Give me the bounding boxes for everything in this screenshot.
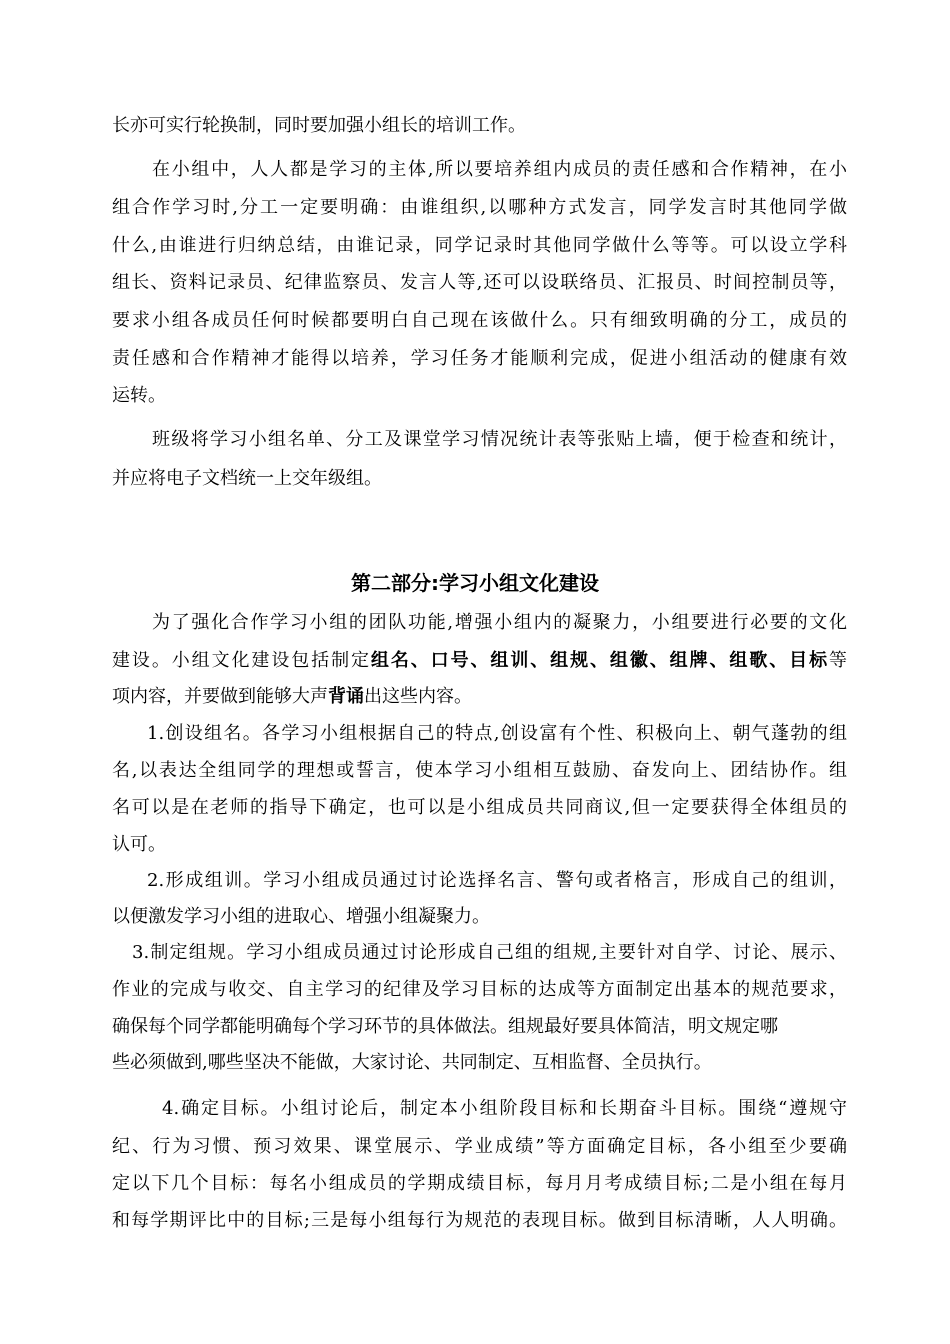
list-item-line: 以便激发学习小组的进取心、增强小组凝聚力。	[112, 906, 490, 927]
text-span: 出这些内容。	[364, 686, 472, 707]
list-item-line: 定以下几个目标：每名小组成员的学期成绩目标，每月月考成绩目标;二是小组在每月	[112, 1173, 847, 1194]
paragraph-line: 长亦可实行轮换制，同时要加强小组长的培训工作。	[112, 115, 526, 136]
paragraph-line	[112, 648, 847, 674]
paragraph-line: 在小组中，人人都是学习的主体,所以要培养组内成员的责任感和合作精神，在小	[152, 159, 847, 180]
paragraph-line: 组合作学习时,分工一定要明确：由谁组织,以哪种方式发言，同学发言时其他同学做	[112, 197, 847, 218]
paragraph-line: 要求小组各成员任何时候都要明白自己现在该做什么。只有细致明确的分工，成员的	[112, 310, 847, 331]
text-span: 建设。小组文化建设包括制定	[112, 650, 371, 671]
bold-keywords: 组名、口号、组训、组规、组徽、组牌、组歌、目标	[370, 650, 830, 671]
paragraph-line	[112, 684, 472, 710]
list-item-line: 作业的完成与收交、自主学习的纪律及学习目标的达成等方面制定出基本的规范要求，	[112, 979, 847, 1000]
paragraph-line: 为了强化合作学习小组的团队功能,增强小组内的凝聚力，小组要进行必要的文化	[152, 612, 847, 633]
list-item-line: 名,以表达全组同学的理想或誓言，使本学习小组相互鼓励、奋发向上、团结协作。组	[112, 760, 847, 781]
text-span: 等	[829, 650, 848, 671]
paragraph-line: 什么,由谁进行归纳总结，由谁记录，同学记录时其他同学做什么等等。可以设立学科	[112, 235, 847, 256]
paragraph-line: 责任感和合作精神才能得以培养，学习任务才能顺利完成，促进小组活动的健康有效	[112, 348, 847, 369]
list-item-line: 些必须做到,哪些坚决不能做，大家讨论、共同制定、互相监督、全员执行。	[112, 1052, 712, 1073]
paragraph-line: 班级将学习小组名单、分工及课堂学习情况统计表等张贴上墙，便于检查和统计，	[152, 429, 847, 450]
paragraph-line: 组长、资料记录员、纪律监察员、发言人等,还可以设联络员、汇报员、时间控制员等，	[112, 272, 847, 293]
paragraph-line: 运转。	[112, 385, 166, 406]
list-item-line: 名可以是在老师的指导下确定，也可以是小组成员共同商议,但一定要获得全体组员的	[112, 797, 847, 818]
list-item-line: 2.形成组训。学习小组成员通过讨论选择名言、警句或者格言，形成自己的组训，	[147, 870, 847, 891]
list-item-line: 4.确定目标。小组讨论后，制定本小组阶段目标和长期奋斗目标。围绕“遵规守	[162, 1098, 847, 1119]
text-span: 项内容，并要做到能够大声	[112, 686, 328, 707]
bold-keyword: 背诵	[328, 686, 364, 707]
paragraph-line: 并应将电子文档统一上交年级组。	[112, 468, 382, 489]
list-item-line: 3.制定组规。学习小组成员通过讨论形成自己组的组规,主要针对自学、讨论、展示、	[132, 942, 847, 963]
list-item-line: 纪、行为习惯、预习效果、课堂展示、学业成绩”等方面确定目标，各小组至少要确	[112, 1136, 847, 1157]
list-item-line: 1.创设组名。各学习小组根据自己的特点,创设富有个性、积极向上、朝气蓬勃的组	[147, 723, 847, 744]
list-item-line: 和每学期评比中的目标;三是每小组每行为规范的表现目标。做到目标清晰，人人明确。	[112, 1210, 847, 1231]
list-item-line: 确保每个同学都能明确每个学习环节的具体做法。组规最好要具体简洁，明文规定哪	[112, 1016, 778, 1037]
list-item-line: 认可。	[112, 834, 166, 855]
section-heading: 第二部分:学习小组文化建设	[351, 571, 599, 595]
